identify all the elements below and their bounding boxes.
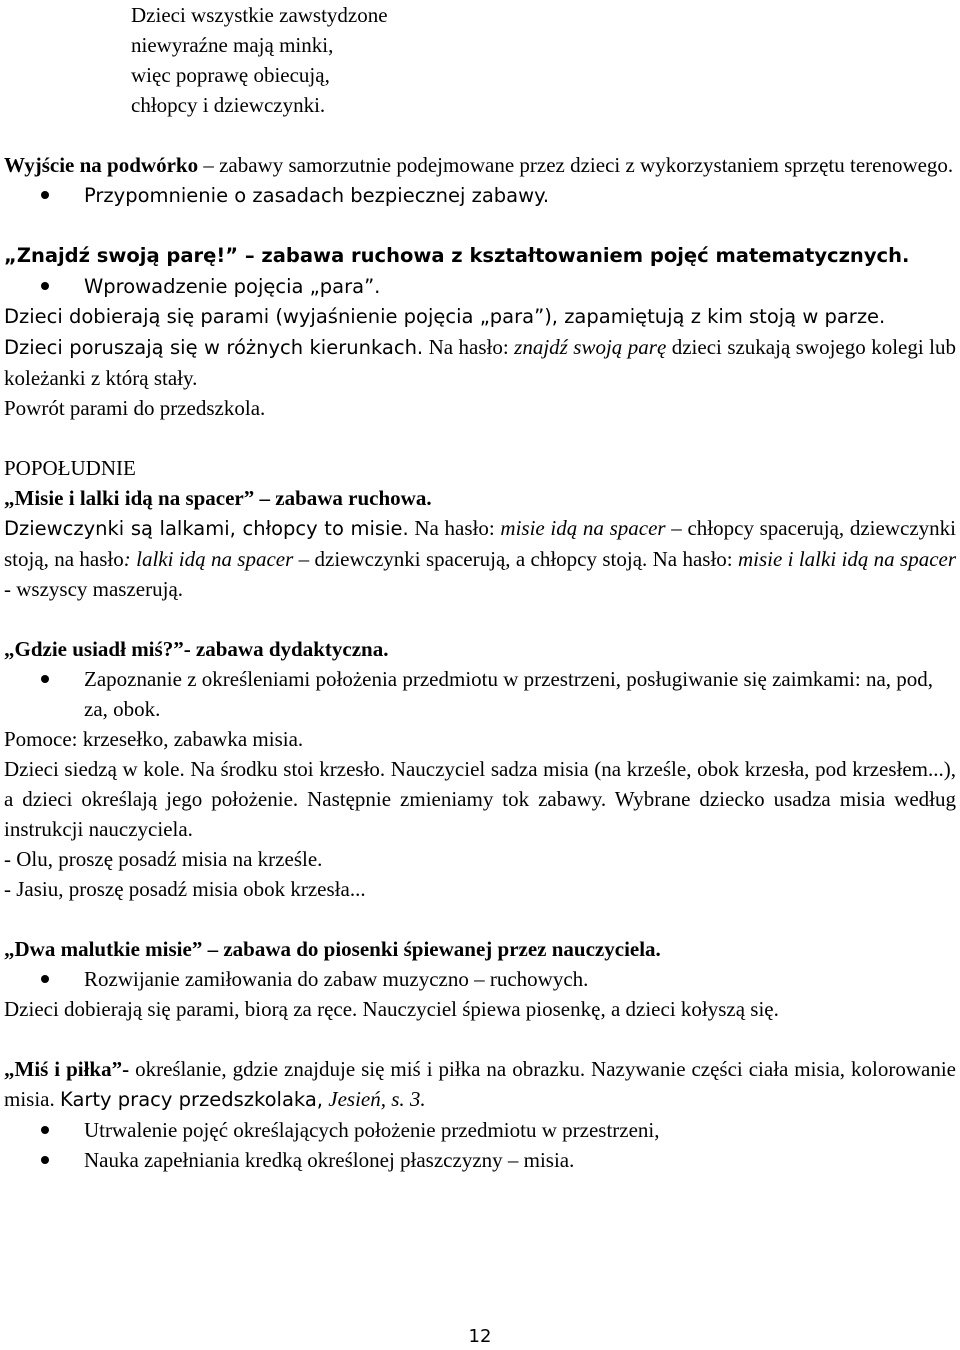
section-title: „Misie i lalki idą na spacer” – zabawa ruchowa. [4,486,432,510]
paragraph: Dzieci poruszają się w różnych kierunkach. Na hasło: znajdź swoją parę dzieci szukają swojego kolegi lub koleżanki z którą stały. [4,335,956,390]
section-title: „Miś i piłka”- [4,1057,130,1081]
bullet-list [4,664,956,724]
spacer [4,120,956,150]
section-title: „Znajdź swoją parę!” – zabawa ruchowa z kształtowaniem pojęć matematycznych. [4,244,910,267]
list-item: Zapoznanie z określeniami położenia przedmiotu w przestrzeni, posługiwanie się zaimkami: na, pod, za, obok. [4,664,956,724]
bullet-icon [41,282,49,290]
list-item: Utrwalenie pojęć określających położenie przedmiotu w przestrzeni, [4,1115,956,1145]
paragraph: Dziewczynki są lalkami, chłopcy to misie. Na hasło: misie idą na spacer – chłopcy spacerują, dziewczynki stoją, na hasło: lalki idą na spacer – dziewczynki spacerują, a chłopcy stoją. Na hasło: misie i lalki idą na spacer - wszyscy maszerują. [4,516,957,601]
list-item: Rozwijanie zamiłowania do zabaw muzyczno – ruchowych. [4,964,956,994]
poem [131,0,956,120]
section-desc: – zabawy samorzutnie podejmowane przez dzieci z wykorzystaniem sprzętu terenowego. [198,153,954,177]
spacer [4,604,956,634]
paragraph: - Jasiu, proszę posadź misia obok krzesła... [4,877,366,901]
paragraph: Dzieci dobierają się parami, biorą za ręce. Nauczyciel śpiewa piosenkę, a dzieci kołyszą się. [4,997,779,1021]
section-title: Wyjście na podwórko [4,153,199,177]
poem-line: niewyraźne mają minki, [131,33,334,57]
paragraph: „Miś i piłka”- określanie, gdzie znajduje się miś i piłka na obrazku. Nazywanie części ciała misia, kolorowanie misia. Karty pracy przedszkolaka, Jesień, s. 3. [4,1057,956,1111]
section-outdoor-intro [4,150,956,180]
list-item: Nauka zapełniania kredką określonej płaszczyzny – misia. [4,1145,956,1175]
spacer [4,1024,956,1054]
section-title: „Dwa malutkie misie” – zabawa do piosenki śpiewanej przez nauczyciela. [4,937,661,961]
bullet-list [4,1115,956,1175]
paragraph: Pomoce: krzesełko, zabawka misia. [4,727,304,751]
poem-line: chłopcy i dziewczynki. [131,93,326,117]
bullet-icon [41,1126,49,1134]
bullet-icon [41,191,49,199]
spacer [4,904,956,934]
bullet-icon [41,675,49,683]
section-heading: POPOŁUDNIE [4,456,136,480]
bullet-list [4,271,956,302]
spacer [4,423,956,453]
paragraph: Dzieci dobierają się parami (wyjaśnienie pojęcia „para”), zapamiętują z kim stoją w parze. [4,305,886,328]
page-number: 12 [468,1326,492,1347]
bullet-list [4,180,956,211]
bullet-list [4,964,956,994]
document-page [4,0,956,1175]
section-title: „Gdzie usiadł miś?”- zabawa dydaktyczna. [4,637,389,661]
paragraph: Dzieci siedzą w kole. Na środku stoi krzesło. Nauczyciel sadza misia (na krześle, obok krzesła, pod krzesłem...), a dzieci określają jego położenie. Następnie zmieniamy tok zabawy. Wybrane dziecko usadza misia według instrukcji nauczyciela. [4,757,956,841]
spacer [4,211,956,241]
poem-line: Dzieci wszystkie zawstydzone [131,3,388,27]
paragraph: Powrót parami do przedszkola. [4,396,266,420]
bullet-icon [41,1156,49,1164]
poem-line: więc poprawę obiecują, [131,63,330,87]
list-item: Przypomnienie o zasadach bezpiecznej zabawy. [4,180,956,211]
bullet-icon [41,975,49,983]
list-item: Wprowadzenie pojęcia „para”. [4,271,956,302]
paragraph: - Olu, proszę posadź misia na krześle. [4,847,323,871]
